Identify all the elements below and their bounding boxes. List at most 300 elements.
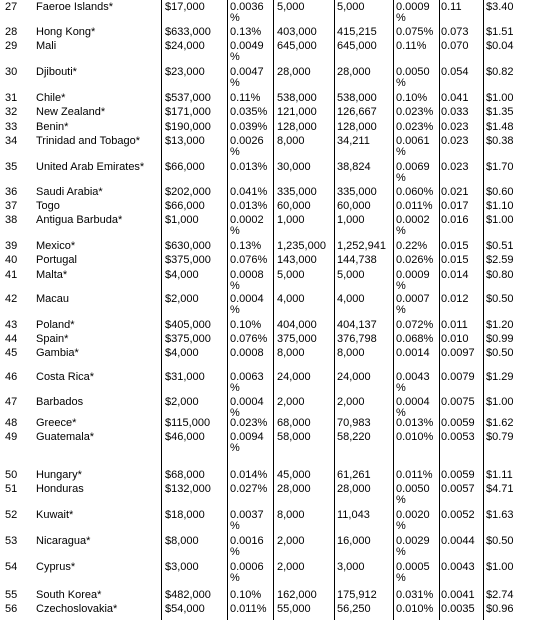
cell-v2: 144,738 [337,254,377,266]
cell-r1: 0.010 [441,333,469,345]
cell-amount: $17,000 [165,1,205,13]
cell-share2: % [230,382,240,394]
cell-country: Czechoslovakia* [36,603,118,615]
column-rule [227,0,228,620]
cell-v2: 2,000 [337,396,365,408]
cell-rank: 39 [5,240,18,252]
cell-country: Antigua Barbuda* [36,214,123,226]
cell-share: 0.0002 [230,214,264,226]
cell-v1: 403,000 [277,26,317,38]
cell-v1: 5,000 [277,269,305,281]
cell-country: Togo [36,200,60,212]
cell-amount: $68,000 [165,469,205,481]
cell-v2: 5,000 [337,269,365,281]
cell-share: 0.0036 [230,1,264,13]
cell-pct: 0.0014 [396,347,430,359]
cell-share2: % [230,225,240,237]
cell-v1: 335,000 [277,186,317,198]
cell-r1: 0.0059 [441,417,475,429]
cell-v2: 645,000 [337,40,377,52]
cell-rank: 41 [5,269,18,281]
cell-pct2: % [396,407,406,419]
cell-country: Benin* [36,121,69,133]
cell-r2: $0.99 [486,333,514,345]
cell-country: Greece* [36,417,77,429]
cell-share: 0.076% [230,254,268,266]
cell-share2: % [230,51,240,63]
cell-v1: 30,000 [277,161,311,173]
cell-rank: 49 [5,431,18,443]
cell-v2: 415,215 [337,26,377,38]
cell-country: Malta* [36,269,68,281]
cell-v2: 4,000 [337,293,365,305]
cell-share: 0.023% [230,417,268,429]
cell-r1: 0.0059 [441,469,475,481]
cell-rank: 36 [5,186,18,198]
cell-v1: 1,235,000 [277,240,326,252]
cell-r2: $0.82 [486,66,514,78]
cell-pct: 0.0009 [396,1,430,13]
cell-r1: 0.0097 [441,347,475,359]
cell-amount: $4,000 [165,269,199,281]
cell-share2: % [230,280,240,292]
cell-r1: 0.017 [441,200,469,212]
cell-pct: 0.0069 [396,161,430,173]
cell-v2: 126,667 [337,106,377,118]
cell-rank: 45 [5,347,18,359]
cell-country: Cyprus* [36,561,76,573]
cell-country: Honduras [36,483,84,495]
cell-pct2: % [396,77,406,89]
cell-share: 0.0063 [230,371,264,383]
cell-amount: $13,000 [165,135,205,147]
cell-country: Macau [36,293,70,305]
cell-r2: $1.63 [486,509,514,521]
cell-share: 0.0049 [230,40,264,52]
cell-v1: 2,000 [277,535,305,547]
cell-share: 0.0026 [230,135,264,147]
cell-share: 0.035% [230,106,268,118]
cell-country: United Arab Emirates* [36,161,145,173]
cell-v1: 8,000 [277,509,305,521]
cell-r2: $1.11 [486,469,513,481]
cell-pct: 0.011% [396,469,433,481]
cell-share: 0.0006 [230,561,264,573]
cell-share2: % [230,146,240,158]
cell-v1: 2,000 [277,396,305,408]
cell-share: 0.027% [230,483,268,495]
cell-r2: $0.50 [486,535,514,547]
cell-v2: 61,261 [337,469,371,481]
cell-v2: 1,252,941 [337,240,386,252]
cell-amount: $630,000 [165,240,211,252]
cell-rank: 47 [5,396,18,408]
cell-amount: $2,000 [165,396,199,408]
cell-r2: $1.00 [486,92,514,104]
cell-share: 0.014% [230,469,268,481]
cell-amount: $190,000 [165,121,211,133]
cell-share: 0.013% [230,200,268,212]
cell-country: Faeroe Islands* [36,1,114,13]
cell-country: Hong Kong* [36,26,96,38]
cell-r2: $1.48 [486,121,514,133]
column-rule [161,0,162,620]
cell-share: 0.0037 [230,509,264,521]
cell-v1: 58,000 [277,431,311,443]
cell-rank: 53 [5,535,18,547]
cell-rank: 42 [5,293,18,305]
cell-amount: $4,000 [165,347,199,359]
cell-v2: 28,000 [337,483,371,495]
cell-r2: $1.70 [486,161,514,173]
cell-v1: 404,000 [277,319,317,331]
cell-country: Costa Rica* [36,371,95,383]
cell-pct: 0.11% [396,40,427,52]
cell-pct: 0.10% [396,92,428,104]
cell-rank: 55 [5,589,18,601]
cell-v1: 143,000 [277,254,317,266]
cell-amount: $375,000 [165,333,211,345]
cell-r2: $0.51 [486,240,514,252]
cell-r2: $4.71 [486,483,514,495]
cell-country: Trinidad and Tobago* [36,135,140,147]
cell-v1: 60,000 [277,200,311,212]
cell-v2: 175,912 [337,589,377,601]
cell-v1: 5,000 [277,1,305,13]
cell-share2: % [230,77,240,89]
cell-rank: 50 [5,469,18,481]
cell-amount: $66,000 [165,161,205,173]
cell-share: 0.10% [230,319,262,331]
cell-r1: 0.054 [441,66,469,78]
cell-v2: 70,983 [337,417,371,429]
cell-pct2: % [396,572,406,584]
cell-pct: 0.0002 [396,214,430,226]
cell-v1: 68,000 [277,417,311,429]
cell-rank: 37 [5,200,18,212]
column-rule [483,0,484,620]
cell-r1: 0.0079 [441,371,475,383]
cell-amount: $46,000 [165,431,205,443]
cell-amount: $1,000 [165,214,199,226]
cell-share: 0.13% [230,240,262,252]
cell-pct2: % [396,225,406,237]
cell-amount: $375,000 [165,254,211,266]
cell-r2: $0.38 [486,135,514,147]
cell-r1: 0.014 [441,269,469,281]
cell-amount: $132,000 [165,483,211,495]
cell-r1: 0.073 [441,26,469,38]
cell-rank: 33 [5,121,18,133]
cell-v2: 58,220 [337,431,371,443]
cell-v2: 60,000 [337,200,371,212]
cell-rank: 27 [5,1,18,13]
cell-pct: 0.0043 [396,371,430,383]
cell-country: Hungary* [36,469,82,481]
cell-v2: 538,000 [337,92,377,104]
cell-rank: 46 [5,371,18,383]
cell-pct: 0.060% [396,186,434,198]
cell-v1: 4,000 [277,293,305,305]
cell-r1: 0.033 [441,106,469,118]
cell-v2: 11,043 [337,509,370,521]
cell-pct: 0.023% [396,121,434,133]
cell-share: 0.0004 [230,293,264,305]
cell-r1: 0.012 [441,293,469,305]
cell-pct2: % [396,494,406,506]
cell-country: Gambia* [36,347,79,359]
cell-r1: 0.0044 [441,535,475,547]
cell-amount: $54,000 [165,603,205,615]
cell-r1: 0.0075 [441,396,475,408]
cell-amount: $3,000 [165,561,199,573]
cell-r2: $3.40 [486,1,514,13]
cell-amount: $23,000 [165,66,205,78]
cell-country: Portugal [36,254,77,266]
cell-country: Djibouti* [36,66,77,78]
cell-rank: 48 [5,417,18,429]
cell-rank: 28 [5,26,18,38]
cell-pct: 0.068% [396,333,434,345]
column-rule [334,0,335,620]
cell-pct: 0.026% [396,254,434,266]
cell-pct: 0.013% [396,417,434,429]
cell-share: 0.0004 [230,396,264,408]
cell-pct2: % [396,280,406,292]
cell-country: Guatemala* [36,431,95,443]
cell-v1: 8,000 [277,135,305,147]
cell-share2: % [230,12,240,24]
cell-r2: $0.79 [486,431,514,443]
cell-pct: 0.010% [396,603,434,615]
cell-v1: 645,000 [277,40,317,52]
cell-rank: 32 [5,106,18,118]
cell-v2: 335,000 [337,186,377,198]
cell-amount: $24,000 [165,40,205,52]
cell-pct2: % [396,546,406,558]
cell-r1: 0.016 [441,214,469,226]
cell-country: Mexico* [36,240,76,252]
cell-rank: 43 [5,319,18,331]
cell-country: Barbados [36,396,84,408]
cell-pct: 0.0007 [396,293,430,305]
cell-r2: $1.29 [486,371,514,383]
cell-pct: 0.031% [396,589,434,601]
cell-r1: 0.0053 [441,431,475,443]
cell-pct2: % [396,382,406,394]
cell-pct: 0.0061 [396,135,430,147]
cell-pct: 0.0009 [396,269,430,281]
cell-pct2: % [396,304,406,316]
cell-r1: 0.023 [441,161,469,173]
cell-v2: 3,000 [337,561,365,573]
cell-pct2: % [396,172,406,184]
cell-v1: 24,000 [277,371,311,383]
cell-share: 0.0094 [230,431,264,443]
cell-pct: 0.011% [396,200,433,212]
cell-r1: 0.023 [441,135,469,147]
cell-pct: 0.0004 [396,396,430,408]
cell-share: 0.10% [230,589,262,601]
cell-pct2: % [396,12,406,24]
cell-r1: 0.0035 [441,603,475,615]
cell-r1: 0.015 [441,254,469,266]
cell-share: 0.0047 [230,66,264,78]
cell-amount: $8,000 [165,535,199,547]
cell-rank: 31 [5,92,18,104]
cell-r1: 0.0043 [441,561,475,573]
cell-pct2: % [396,520,406,532]
cell-share: 0.076% [230,333,268,345]
cell-share2: % [230,546,240,558]
cell-pct: 0.0005 [396,561,430,573]
cell-share: 0.041% [230,186,268,198]
cell-share: 0.0008 [230,269,264,281]
cell-share2: % [230,304,240,316]
cell-v2: 24,000 [337,371,371,383]
cell-share: 0.0008 [230,347,264,359]
cell-country: New Zealand* [36,106,106,118]
cell-r2: $0.60 [486,186,514,198]
cell-pct: 0.0020 [396,509,430,521]
cell-rank: 30 [5,66,18,78]
cell-r2: $2.59 [486,254,514,266]
cell-rank: 44 [5,333,18,345]
cell-v2: 38,824 [337,161,371,173]
cell-amount: $2,000 [165,293,199,305]
cell-v1: 375,000 [277,333,317,345]
column-rule [273,0,274,620]
cell-r1: 0.015 [441,240,469,252]
cell-v2: 16,000 [337,535,371,547]
cell-r1: 0.041 [441,92,469,104]
cell-v1: 8,000 [277,347,305,359]
cell-pct: 0.0050 [396,66,430,78]
cell-r2: $1.00 [486,214,514,226]
cell-r2: $0.50 [486,347,514,359]
cell-v2: 1,000 [337,214,365,226]
cell-country: Chile* [36,92,66,104]
cell-r2: $0.04 [486,40,514,52]
cell-share2: % [230,520,240,532]
cell-amount: $405,000 [165,319,211,331]
cell-r1: 0.0052 [441,509,475,521]
cell-v1: 128,000 [277,121,317,133]
cell-r2: $1.62 [486,417,514,429]
cell-pct: 0.0050 [396,483,430,495]
cell-country: Poland* [36,319,75,331]
cell-v1: 55,000 [277,603,311,615]
cell-pct: 0.22% [396,240,428,252]
cell-amount: $171,000 [165,106,211,118]
cell-rank: 40 [5,254,18,266]
cell-v1: 2,000 [277,561,305,573]
cell-r2: $1.00 [486,561,514,573]
cell-v2: 8,000 [337,347,365,359]
cell-share: 0.011% [230,603,267,615]
cell-amount: $115,000 [165,417,211,429]
cell-v2: 376,798 [337,333,377,345]
cell-rank: 56 [5,603,18,615]
cell-v2: 56,250 [337,603,371,615]
cell-amount: $537,000 [165,92,211,104]
cell-r2: $1.35 [486,106,514,118]
cell-share: 0.013% [230,161,268,173]
cell-v1: 538,000 [277,92,317,104]
column-rule [439,0,440,620]
cell-country: South Korea* [36,589,102,601]
cell-r1: 0.023 [441,121,469,133]
cell-amount: $633,000 [165,26,211,38]
cell-v1: 28,000 [277,483,311,495]
cell-v2: 34,211 [337,135,370,147]
cell-share: 0.039% [230,121,268,133]
cell-v2: 128,000 [337,121,377,133]
cell-r2: $1.51 [486,26,514,38]
cell-country: Nicaragua* [36,535,91,547]
cell-v1: 121,000 [277,106,317,118]
cell-country: Spain* [36,333,69,345]
cell-v2: 5,000 [337,1,365,13]
cell-share: 0.11% [230,92,261,104]
cell-r2: $0.96 [486,603,514,615]
cell-r2: $0.50 [486,293,514,305]
cell-amount: $31,000 [165,371,205,383]
column-rule [393,0,394,620]
cell-r1: 0.070 [441,40,469,52]
cell-r2: $1.20 [486,319,514,331]
cell-v1: 1,000 [277,214,305,226]
cell-share: 0.0016 [230,535,264,547]
cell-rank: 38 [5,214,18,226]
cell-r1: 0.021 [441,186,469,198]
cell-amount: $18,000 [165,509,205,521]
cell-share2: % [230,407,240,419]
cell-r2: $1.00 [486,396,514,408]
cell-rank: 52 [5,509,18,521]
cell-r2: $0.80 [486,269,514,281]
cell-r1: 0.11 [441,1,462,13]
cell-v2: 404,137 [337,319,377,331]
cell-rank: 34 [5,135,18,147]
cell-share2: % [230,572,240,584]
cell-pct2: % [396,146,406,158]
cell-amount: $66,000 [165,200,205,212]
cell-rank: 35 [5,161,18,173]
cell-amount: $202,000 [165,186,211,198]
cell-pct: 0.010% [396,431,434,443]
cell-r1: 0.011 [441,319,468,331]
cell-v1: 162,000 [277,589,317,601]
cell-pct: 0.072% [396,319,434,331]
cell-rank: 29 [5,40,18,52]
cell-r2: $1.10 [486,200,514,212]
cell-pct: 0.075% [396,26,434,38]
cell-share: 0.13% [230,26,262,38]
cell-amount: $482,000 [165,589,211,601]
cell-pct: 0.023% [396,106,434,118]
cell-v1: 28,000 [277,66,311,78]
cell-rank: 51 [5,483,18,495]
cell-rank: 54 [5,561,18,573]
cell-pct: 0.0029 [396,535,430,547]
cell-r2: $2.74 [486,589,514,601]
cell-country: Saudi Arabia* [36,186,103,198]
cell-r1: 0.0041 [441,589,475,601]
cell-share2: % [230,442,240,454]
cell-r1: 0.0057 [441,483,475,495]
cell-v2: 28,000 [337,66,371,78]
